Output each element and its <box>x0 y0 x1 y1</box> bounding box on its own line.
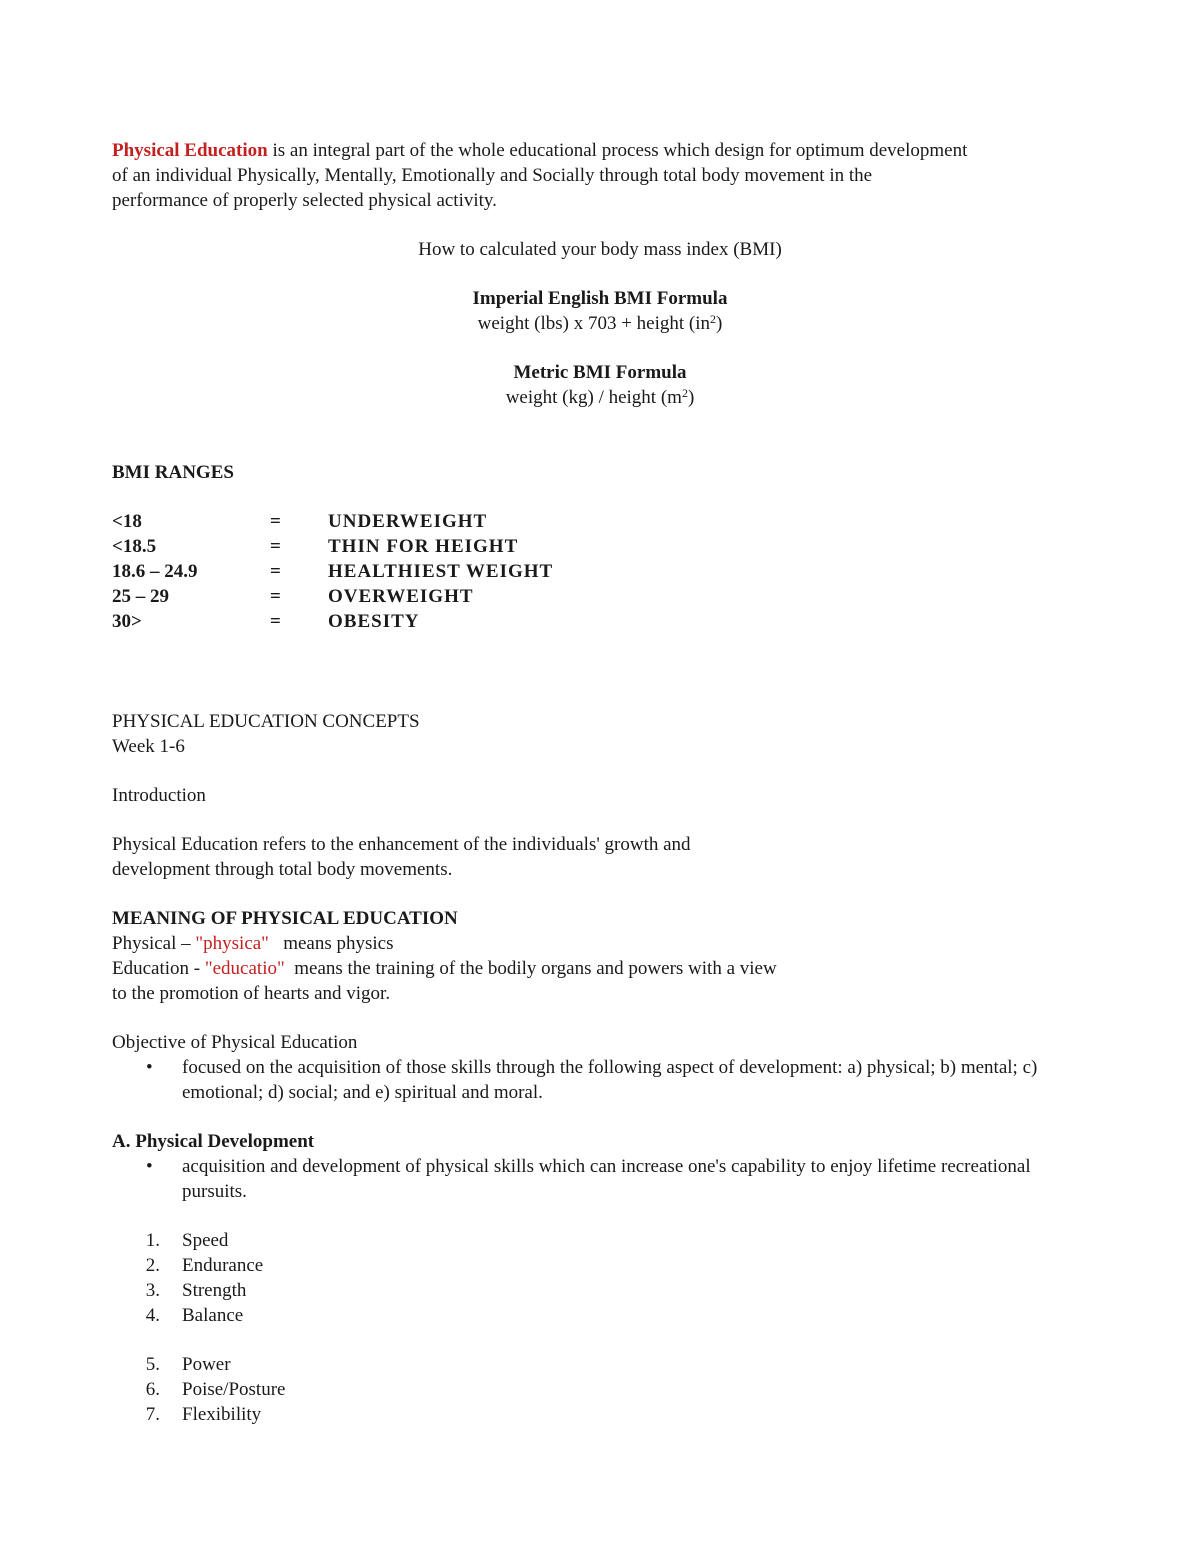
range-equals: = <box>270 586 281 607</box>
objective-title: Objective of Physical Education <box>112 1032 358 1053</box>
list-item <box>112 1055 1092 1105</box>
list-number: 2. <box>145 1255 160 1276</box>
range-row <box>112 534 1092 559</box>
range-label: UNDERWEIGHT <box>328 511 488 532</box>
bmi-ranges-title: BMI RANGES <box>112 462 234 483</box>
list-number: 1. <box>145 1230 160 1251</box>
list-item <box>112 1228 1092 1253</box>
bullet-icon: • <box>146 1156 153 1177</box>
imperial-title: Imperial English BMI Formula <box>472 288 728 309</box>
objective-bullet-text: focused on the acquisition of those skills through the following aspect of development: a) physical; b) mental; c) emotional; d) social; and e) spiritual and moral. <box>182 1057 1038 1103</box>
skills-list-a <box>112 1228 1092 1328</box>
list-number: 3. <box>145 1280 160 1301</box>
range-label: OVERWEIGHT <box>328 586 474 607</box>
list-item <box>112 1253 1092 1278</box>
physical-development-title: A. Physical Development <box>112 1131 315 1152</box>
intro-line2: of an individual Physically, Mentally, Emotionally and Socially through total body movement in the <box>112 165 873 186</box>
imperial-formula-close: ) <box>716 313 723 334</box>
definition-line2: development through total body movements. <box>112 859 453 880</box>
range-value: <18.5 <box>112 536 157 557</box>
list-text: Flexibility <box>182 1404 262 1425</box>
list-text: Poise/Posture <box>182 1379 286 1400</box>
introduction-heading: Introduction <box>112 785 206 806</box>
metric-formula <box>112 385 1088 410</box>
intro-line1: is an integral part of the whole educational process which design for optimum development <box>267 140 968 161</box>
metric-title: Metric BMI Formula <box>513 362 687 383</box>
list-text: Balance <box>182 1305 244 1326</box>
list-number: 4. <box>145 1305 160 1326</box>
range-value: 25 – 29 <box>112 586 169 607</box>
list-text: Endurance <box>182 1255 264 1276</box>
meaning-education <box>112 956 1092 981</box>
range-equals: = <box>270 611 281 632</box>
range-equals: = <box>270 561 281 582</box>
list-number: 5. <box>145 1354 160 1375</box>
imperial-formula-exponent: 2 <box>710 312 717 326</box>
range-equals: = <box>270 511 281 532</box>
list-text: Strength <box>182 1280 247 1301</box>
range-value: <18 <box>112 511 142 532</box>
list-text: Power <box>182 1354 231 1375</box>
bmi-ranges-table <box>112 509 1092 634</box>
list-item <box>112 1278 1092 1303</box>
range-label: OBESITY <box>328 611 420 632</box>
physical-development-bullet-text: acquisition and development of physical skills which can increase one's capability to enjoy lifetime recreational pursuits. <box>182 1156 1031 1202</box>
range-row <box>112 509 1092 534</box>
meaning-physical-term: "physica" <box>195 933 269 954</box>
metric-formula-close: ) <box>687 387 695 408</box>
range-label: THIN FOR HEIGHT <box>328 536 519 557</box>
definition-line1: Physical Education refers to the enhancement of the individuals' growth and <box>112 834 691 855</box>
list-item <box>112 1154 1092 1204</box>
range-value: 30> <box>112 611 142 632</box>
document-page <box>112 138 1092 1427</box>
meaning-physical-desc: means physics <box>268 933 394 954</box>
list-number: 6. <box>145 1379 160 1400</box>
meaning-education-term: "educatio" <box>204 958 285 979</box>
meaning-physical-label: Physical – <box>112 933 196 954</box>
range-row <box>112 559 1092 584</box>
range-value: 18.6 – 24.9 <box>112 561 198 582</box>
range-row <box>112 584 1092 609</box>
intro-term: Physical Education <box>112 140 268 161</box>
imperial-formula <box>112 311 1088 336</box>
list-item <box>112 1352 1092 1377</box>
meaning-education-line2: to the promotion of hearts and vigor. <box>112 983 391 1004</box>
bullet-icon: • <box>146 1057 153 1078</box>
list-item <box>112 1402 1092 1427</box>
metric-formula-text: weight (kg) / height (m <box>505 387 682 408</box>
meaning-education-label: Education - <box>112 958 205 979</box>
list-item <box>112 1303 1092 1328</box>
metric-formula-exponent: 2 <box>681 386 688 400</box>
concepts-title: PHYSICAL EDUCATION CONCEPTS <box>112 711 420 732</box>
meaning-title: MEANING OF PHYSICAL EDUCATION <box>112 908 458 929</box>
list-item <box>112 1377 1092 1402</box>
range-equals: = <box>270 536 281 557</box>
meaning-physical <box>112 931 1092 956</box>
list-number: 7. <box>145 1404 160 1425</box>
range-label: HEALTHIEST WEIGHT <box>328 561 554 582</box>
list-text: Speed <box>182 1230 229 1251</box>
bmi-heading: How to calculated your body mass index (BMI) <box>418 239 782 260</box>
range-row <box>112 609 1092 634</box>
concepts-week: Week 1-6 <box>112 736 185 757</box>
skills-list-b <box>112 1352 1092 1427</box>
intro-line3: performance of properly selected physical activity. <box>112 190 497 211</box>
intro-paragraph <box>112 138 1092 213</box>
imperial-formula-text: weight (lbs) x 703 + height (in <box>477 313 711 334</box>
meaning-education-desc: means the training of the bodily organs and powers with a view <box>284 958 777 979</box>
